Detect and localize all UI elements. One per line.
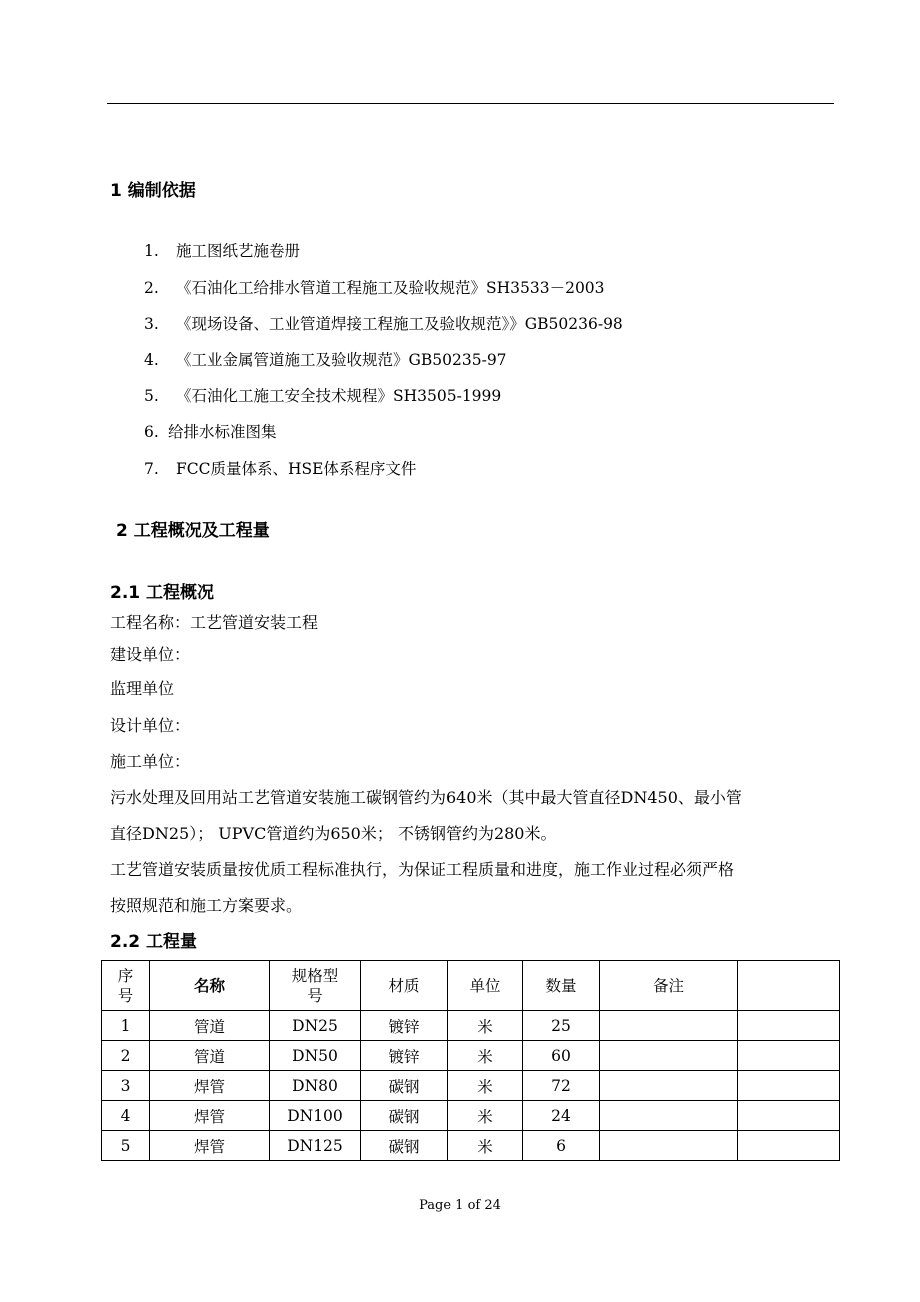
table-row [102, 1011, 840, 1041]
header-seq: 序 号 [102, 961, 150, 1011]
section-1-heading: 1 编制依据 [110, 181, 196, 201]
basis-item-number: 4. [144, 351, 159, 369]
cell-material: 碳钢 [361, 1131, 448, 1161]
cell-spec: DN125 [270, 1131, 361, 1161]
basis-item-number: 6. [144, 423, 159, 441]
basis-item-number: 2. [144, 279, 159, 297]
basis-item-6 [144, 422, 277, 442]
cell-quantity: 60 [523, 1041, 600, 1071]
cell-seq: 4 [102, 1101, 150, 1131]
cell-spec: DN50 [270, 1041, 361, 1071]
cell-remark [600, 1101, 738, 1131]
cell-extra [738, 1131, 840, 1161]
cell-extra [738, 1011, 840, 1041]
cell-name: 焊管 [150, 1071, 270, 1101]
table-header-row [102, 961, 840, 1011]
scope-paragraph-line-2: 直径DN25）； UPVC管道约为650米； 不锈钢管约为280米。 [110, 824, 557, 843]
basis-item-text: 《现场设备、工业管道焊接工程施工及验收规范》》GB50236-98 [176, 315, 623, 333]
cell-remark [600, 1071, 738, 1101]
cell-extra [738, 1101, 840, 1131]
cell-seq: 2 [102, 1041, 150, 1071]
cell-quantity: 25 [523, 1011, 600, 1041]
cell-seq: 3 [102, 1071, 150, 1101]
header-extra [738, 961, 840, 1011]
cell-material: 碳钢 [361, 1101, 448, 1131]
cell-name: 管道 [150, 1011, 270, 1041]
cell-seq: 5 [102, 1131, 150, 1161]
header-spec: 规格型 号 [270, 961, 361, 1011]
section-2-heading: 2 工程概况及工程量 [116, 521, 270, 541]
header-unit: 单位 [448, 961, 523, 1011]
cell-name: 焊管 [150, 1131, 270, 1161]
designer-unit: 设计单位： [110, 716, 191, 735]
basis-item-text: 给排水标准图集 [168, 423, 277, 441]
cell-quantity: 24 [523, 1101, 600, 1131]
cell-extra [738, 1041, 840, 1071]
header-material: 材质 [361, 961, 448, 1011]
header-rule [107, 103, 834, 104]
header-name: 名称 [150, 961, 270, 1011]
cell-unit: 米 [448, 1011, 523, 1041]
basis-item-2 [144, 278, 605, 298]
scope-paragraph-line-1: 污水处理及回用站工艺管道安装施工碳钢管约为640米（其中最大管直径DN450、最小管 [110, 788, 742, 807]
cell-quantity: 72 [523, 1071, 600, 1101]
basis-item-text: 施工图纸艺施卷册 [176, 242, 301, 260]
cell-spec: DN80 [270, 1071, 361, 1101]
cell-unit: 米 [448, 1131, 523, 1161]
basis-item-text: 《石油化工给排水管道工程施工及验收规范》SH3533－2003 [176, 279, 605, 297]
cell-unit: 米 [448, 1071, 523, 1101]
basis-item-4 [144, 350, 507, 370]
section-2-2-heading: 2.2 工程量 [110, 932, 198, 952]
page-footer: Page 1 of 24 [419, 1198, 501, 1213]
cell-seq: 1 [102, 1011, 150, 1041]
basis-item-number: 1. [144, 242, 159, 260]
basis-item-number: 5. [144, 387, 159, 405]
header-quantity: 数量 [523, 961, 600, 1011]
cell-name: 管道 [150, 1041, 270, 1071]
section-2-1-heading: 2.1 工程概况 [110, 583, 215, 603]
cell-unit: 米 [448, 1041, 523, 1071]
cell-spec: DN100 [270, 1101, 361, 1131]
owner-unit: 建设单位： [110, 645, 191, 664]
table-row [102, 1131, 840, 1161]
cell-material: 镀锌 [361, 1041, 448, 1071]
cell-material: 镀锌 [361, 1011, 448, 1041]
cell-name: 焊管 [150, 1101, 270, 1131]
quality-paragraph-line-1: 工艺管道安装质量按优质工程标准执行，为保证工程质量和进度，施工作业过程必须严格 [110, 860, 735, 879]
basis-item-text: FCC质量体系、HSE体系程序文件 [176, 460, 417, 478]
basis-item-text: 《石油化工施工安全技术规程》SH3505-1999 [176, 387, 502, 405]
basis-item-1 [144, 241, 300, 261]
table-row [102, 1071, 840, 1101]
basis-item-text: 《工业金属管道施工及验收规范》GB50235-97 [176, 351, 507, 369]
project-name: 工程名称：工艺管道安装工程 [110, 613, 319, 632]
cell-remark [600, 1041, 738, 1071]
cell-unit: 米 [448, 1101, 523, 1131]
basis-item-5 [144, 386, 501, 406]
table-row [102, 1041, 840, 1071]
quality-paragraph-line-2: 按照规范和施工方案要求。 [110, 896, 303, 915]
contractor-unit: 施工单位： [110, 752, 191, 771]
cell-remark [600, 1131, 738, 1161]
supervisor-unit: 监理单位 [110, 679, 175, 698]
basis-item-number: 3. [144, 315, 159, 333]
cell-remark [600, 1011, 738, 1041]
quantity-table [101, 960, 840, 1161]
cell-extra [738, 1071, 840, 1101]
basis-item-7 [144, 459, 416, 479]
table-row [102, 1101, 840, 1131]
header-remark: 备注 [600, 961, 738, 1011]
cell-quantity: 6 [523, 1131, 600, 1161]
basis-item-3 [144, 314, 623, 334]
cell-material: 碳钢 [361, 1071, 448, 1101]
cell-spec: DN25 [270, 1011, 361, 1041]
basis-item-number: 7. [144, 460, 159, 478]
